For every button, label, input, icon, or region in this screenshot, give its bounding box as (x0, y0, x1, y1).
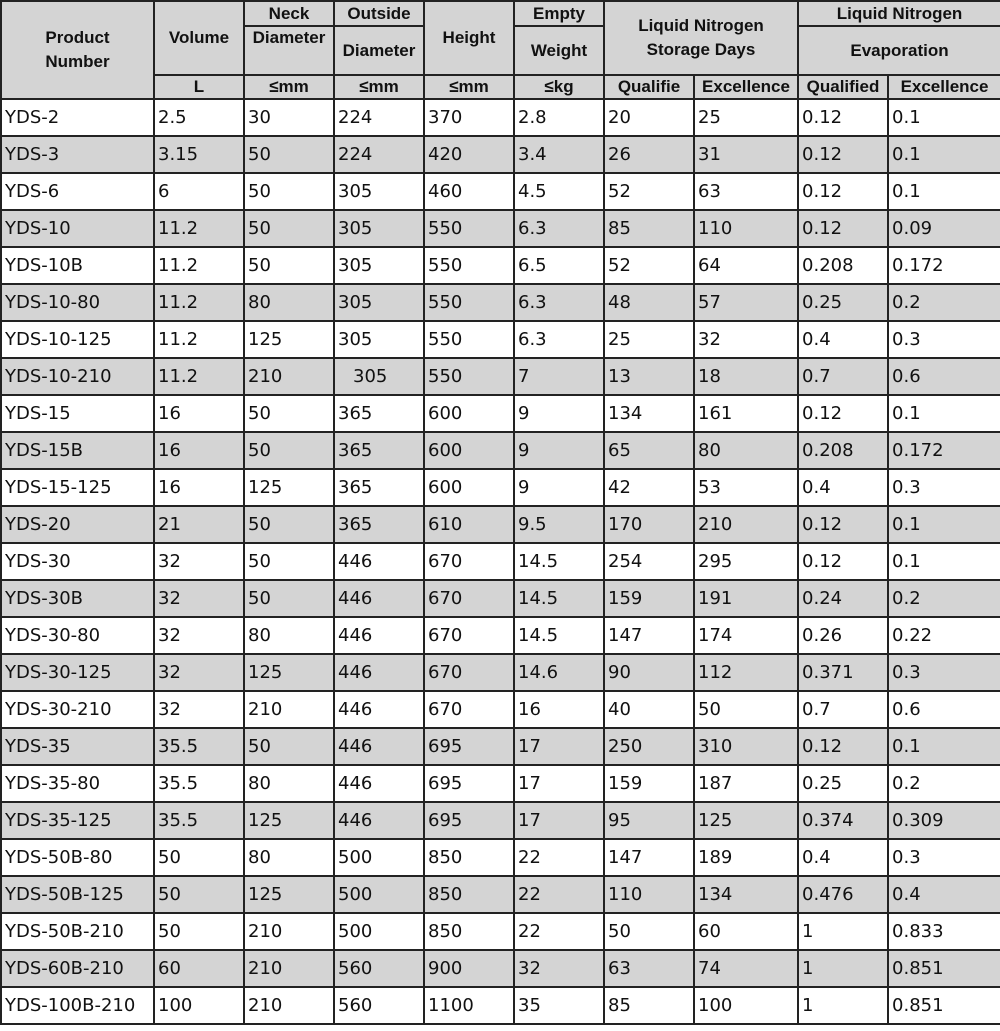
unit-weight: ≤kg (514, 75, 604, 99)
cell-storage-excellence: 74 (694, 950, 798, 987)
cell-neck-diameter: 50 (244, 247, 334, 284)
cell-outside-diameter: 365 (334, 395, 424, 432)
table-row (1, 284, 1000, 321)
cell-height: 610 (424, 506, 514, 543)
cell-evap-excellence: 0.833 (888, 913, 1000, 950)
cell-neck-diameter: 125 (244, 469, 334, 506)
cell-product-number: YDS-35 (1, 728, 154, 765)
table-row (1, 358, 1000, 395)
cell-outside-diameter: 446 (334, 728, 424, 765)
cell-volume: 32 (154, 654, 244, 691)
table-row (1, 506, 1000, 543)
header-evaporation-bottom: Evaporation (798, 26, 1000, 75)
table-row (1, 654, 1000, 691)
cell-storage-qualified: 85 (604, 987, 694, 1024)
cell-evap-excellence: 0.172 (888, 247, 1000, 284)
cell-outside-diameter: 446 (334, 691, 424, 728)
header-empty-top: Empty (514, 1, 604, 26)
cell-evap-excellence: 0.1 (888, 506, 1000, 543)
cell-evap-excellence: 0.3 (888, 654, 1000, 691)
cell-evap-qualified: 0.208 (798, 432, 888, 469)
table-row (1, 321, 1000, 358)
cell-height: 850 (424, 876, 514, 913)
cell-evap-excellence: 0.1 (888, 728, 1000, 765)
cell-storage-qualified: 159 (604, 765, 694, 802)
cell-evap-excellence: 0.1 (888, 395, 1000, 432)
cell-neck-diameter: 80 (244, 765, 334, 802)
unit-evap-excellence: Excellence (888, 75, 1000, 99)
cell-outside-diameter: 500 (334, 839, 424, 876)
cell-outside-diameter: 224 (334, 136, 424, 173)
cell-empty-weight: 2.8 (514, 99, 604, 136)
cell-evap-excellence: 0.3 (888, 839, 1000, 876)
cell-product-number: YDS-35-80 (1, 765, 154, 802)
table-row (1, 728, 1000, 765)
cell-storage-excellence: 60 (694, 913, 798, 950)
header-outside-bottom: Diameter (334, 26, 424, 75)
cell-storage-qualified: 13 (604, 358, 694, 395)
cell-volume: 35.5 (154, 802, 244, 839)
cell-product-number: YDS-30 (1, 543, 154, 580)
cell-neck-diameter: 50 (244, 543, 334, 580)
cell-volume: 32 (154, 580, 244, 617)
cell-volume: 60 (154, 950, 244, 987)
cell-neck-diameter: 125 (244, 802, 334, 839)
cell-evap-qualified: 0.476 (798, 876, 888, 913)
cell-volume: 32 (154, 691, 244, 728)
table-row (1, 543, 1000, 580)
cell-storage-qualified: 85 (604, 210, 694, 247)
cell-product-number: YDS-15-125 (1, 469, 154, 506)
cell-storage-excellence: 295 (694, 543, 798, 580)
cell-volume: 16 (154, 432, 244, 469)
cell-outside-diameter: 305 (334, 358, 424, 395)
cell-neck-diameter: 50 (244, 210, 334, 247)
table-row (1, 950, 1000, 987)
cell-neck-diameter: 125 (244, 654, 334, 691)
cell-height: 695 (424, 765, 514, 802)
cell-storage-qualified: 48 (604, 284, 694, 321)
table-row (1, 876, 1000, 913)
cell-neck-diameter: 210 (244, 950, 334, 987)
cell-product-number: YDS-10-80 (1, 284, 154, 321)
cell-evap-qualified: 0.12 (798, 210, 888, 247)
cell-neck-diameter: 50 (244, 395, 334, 432)
cell-storage-excellence: 64 (694, 247, 798, 284)
cell-product-number: YDS-50B-210 (1, 913, 154, 950)
cell-volume: 32 (154, 617, 244, 654)
cell-storage-excellence: 50 (694, 691, 798, 728)
cell-outside-diameter: 446 (334, 802, 424, 839)
cell-empty-weight: 22 (514, 876, 604, 913)
cell-product-number: YDS-10-210 (1, 358, 154, 395)
cell-outside-diameter: 305 (334, 321, 424, 358)
cell-height: 370 (424, 99, 514, 136)
cell-evap-excellence: 0.1 (888, 136, 1000, 173)
cell-height: 1100 (424, 987, 514, 1024)
cell-outside-diameter: 446 (334, 580, 424, 617)
cell-empty-weight: 6.3 (514, 321, 604, 358)
cell-height: 600 (424, 395, 514, 432)
cell-outside-diameter: 305 (334, 173, 424, 210)
cell-evap-qualified: 0.12 (798, 506, 888, 543)
cell-evap-excellence: 0.1 (888, 543, 1000, 580)
cell-height: 670 (424, 654, 514, 691)
cell-empty-weight: 14.5 (514, 617, 604, 654)
cell-product-number: YDS-50B-125 (1, 876, 154, 913)
header-storage-days: Liquid Nitrogen Storage Days (604, 1, 798, 75)
cell-height: 460 (424, 173, 514, 210)
cell-storage-excellence: 110 (694, 210, 798, 247)
cell-evap-qualified: 0.24 (798, 580, 888, 617)
header-outside-top: Outside (334, 1, 424, 26)
cell-volume: 2.5 (154, 99, 244, 136)
cell-evap-excellence: 0.3 (888, 469, 1000, 506)
unit-volume: L (154, 75, 244, 99)
cell-volume: 35.5 (154, 728, 244, 765)
cell-evap-excellence: 0.172 (888, 432, 1000, 469)
table-row (1, 987, 1000, 1024)
cell-volume: 50 (154, 913, 244, 950)
cell-volume: 21 (154, 506, 244, 543)
cell-empty-weight: 9 (514, 395, 604, 432)
cell-product-number: YDS-10 (1, 210, 154, 247)
cell-height: 550 (424, 284, 514, 321)
cell-empty-weight: 17 (514, 728, 604, 765)
cell-storage-qualified: 63 (604, 950, 694, 987)
cell-product-number: YDS-6 (1, 173, 154, 210)
cell-storage-qualified: 26 (604, 136, 694, 173)
cell-product-number: YDS-30-80 (1, 617, 154, 654)
cell-neck-diameter: 80 (244, 284, 334, 321)
cell-storage-qualified: 147 (604, 617, 694, 654)
cell-evap-excellence: 0.2 (888, 284, 1000, 321)
cell-volume: 6 (154, 173, 244, 210)
cell-evap-qualified: 0.12 (798, 99, 888, 136)
cell-empty-weight: 17 (514, 765, 604, 802)
cell-product-number: YDS-3 (1, 136, 154, 173)
cell-product-number: YDS-15 (1, 395, 154, 432)
cell-product-number: YDS-10-125 (1, 321, 154, 358)
table-row (1, 469, 1000, 506)
cell-height: 695 (424, 802, 514, 839)
cell-evap-qualified: 0.4 (798, 321, 888, 358)
cell-evap-qualified: 0.208 (798, 247, 888, 284)
cell-volume: 11.2 (154, 358, 244, 395)
cell-height: 550 (424, 358, 514, 395)
cell-empty-weight: 17 (514, 802, 604, 839)
unit-storage-qualified: Qualifie (604, 75, 694, 99)
cell-evap-excellence: 0.309 (888, 802, 1000, 839)
table-row (1, 580, 1000, 617)
cell-product-number: YDS-100B-210 (1, 987, 154, 1024)
cell-height: 600 (424, 469, 514, 506)
cell-product-number: YDS-15B (1, 432, 154, 469)
cell-empty-weight: 3.4 (514, 136, 604, 173)
cell-evap-excellence: 0.851 (888, 950, 1000, 987)
cell-neck-diameter: 80 (244, 617, 334, 654)
cell-outside-diameter: 365 (334, 506, 424, 543)
cell-storage-excellence: 125 (694, 802, 798, 839)
cell-volume: 11.2 (154, 210, 244, 247)
cell-volume: 100 (154, 987, 244, 1024)
table-row (1, 765, 1000, 802)
cell-height: 850 (424, 913, 514, 950)
cell-storage-qualified: 42 (604, 469, 694, 506)
cell-storage-excellence: 310 (694, 728, 798, 765)
cell-neck-diameter: 50 (244, 173, 334, 210)
cell-volume: 11.2 (154, 247, 244, 284)
cell-neck-diameter: 210 (244, 358, 334, 395)
cell-evap-excellence: 0.1 (888, 99, 1000, 136)
unit-evap-qualified: Qualified (798, 75, 888, 99)
cell-volume: 11.2 (154, 284, 244, 321)
cell-volume: 32 (154, 543, 244, 580)
cell-storage-qualified: 40 (604, 691, 694, 728)
cell-storage-excellence: 187 (694, 765, 798, 802)
cell-neck-diameter: 210 (244, 691, 334, 728)
cell-outside-diameter: 305 (334, 284, 424, 321)
cell-evap-excellence: 0.6 (888, 691, 1000, 728)
cell-empty-weight: 32 (514, 950, 604, 987)
header-neck-top: Neck (244, 1, 334, 26)
header-volume: Volume (154, 1, 244, 75)
cell-neck-diameter: 50 (244, 728, 334, 765)
cell-outside-diameter: 446 (334, 765, 424, 802)
cell-product-number: YDS-30B (1, 580, 154, 617)
cell-neck-diameter: 50 (244, 136, 334, 173)
table-row (1, 913, 1000, 950)
cell-height: 850 (424, 839, 514, 876)
cell-evap-qualified: 1 (798, 987, 888, 1024)
cell-storage-qualified: 159 (604, 580, 694, 617)
cell-evap-qualified: 0.12 (798, 395, 888, 432)
cell-neck-diameter: 80 (244, 839, 334, 876)
cell-evap-excellence: 0.2 (888, 765, 1000, 802)
cell-height: 900 (424, 950, 514, 987)
cell-empty-weight: 22 (514, 913, 604, 950)
cell-storage-excellence: 112 (694, 654, 798, 691)
cell-storage-excellence: 191 (694, 580, 798, 617)
cell-evap-qualified: 0.26 (798, 617, 888, 654)
table-body (1, 99, 1000, 1024)
cell-height: 670 (424, 580, 514, 617)
cell-height: 670 (424, 617, 514, 654)
unit-height: ≤mm (424, 75, 514, 99)
cell-product-number: YDS-35-125 (1, 802, 154, 839)
cell-height: 550 (424, 247, 514, 284)
cell-storage-excellence: 18 (694, 358, 798, 395)
cell-height: 670 (424, 543, 514, 580)
cell-neck-diameter: 125 (244, 321, 334, 358)
cell-evap-excellence: 0.2 (888, 580, 1000, 617)
cell-evap-qualified: 1 (798, 913, 888, 950)
cell-height: 550 (424, 321, 514, 358)
cell-storage-qualified: 254 (604, 543, 694, 580)
cell-evap-excellence: 0.09 (888, 210, 1000, 247)
cell-evap-qualified: 0.7 (798, 691, 888, 728)
cell-storage-excellence: 57 (694, 284, 798, 321)
cell-empty-weight: 9.5 (514, 506, 604, 543)
cell-product-number: YDS-20 (1, 506, 154, 543)
cell-evap-excellence: 0.851 (888, 987, 1000, 1024)
cell-evap-excellence: 0.4 (888, 876, 1000, 913)
cell-empty-weight: 16 (514, 691, 604, 728)
cell-storage-qualified: 110 (604, 876, 694, 913)
table-header (1, 1, 1000, 99)
cell-outside-diameter: 365 (334, 469, 424, 506)
table-row (1, 99, 1000, 136)
cell-storage-excellence: 161 (694, 395, 798, 432)
cell-evap-qualified: 0.12 (798, 173, 888, 210)
cell-evap-qualified: 0.25 (798, 765, 888, 802)
cell-empty-weight: 7 (514, 358, 604, 395)
unit-neck: ≤mm (244, 75, 334, 99)
cell-storage-excellence: 25 (694, 99, 798, 136)
table-row (1, 802, 1000, 839)
table-row (1, 210, 1000, 247)
cell-storage-qualified: 170 (604, 506, 694, 543)
cell-outside-diameter: 560 (334, 987, 424, 1024)
cell-evap-excellence: 0.1 (888, 173, 1000, 210)
header-height: Height (424, 1, 514, 75)
cell-product-number: YDS-2 (1, 99, 154, 136)
cell-product-number: YDS-30-125 (1, 654, 154, 691)
cell-outside-diameter: 365 (334, 432, 424, 469)
cell-evap-qualified: 1 (798, 950, 888, 987)
table-row (1, 247, 1000, 284)
cell-storage-excellence: 53 (694, 469, 798, 506)
cell-storage-qualified: 147 (604, 839, 694, 876)
header-evaporation-top: Liquid Nitrogen (798, 1, 1000, 26)
cell-outside-diameter: 305 (334, 210, 424, 247)
cell-storage-qualified: 52 (604, 173, 694, 210)
header-empty-bottom: Weight (514, 26, 604, 75)
cell-height: 670 (424, 691, 514, 728)
cell-storage-excellence: 63 (694, 173, 798, 210)
cell-storage-excellence: 100 (694, 987, 798, 1024)
cell-storage-qualified: 65 (604, 432, 694, 469)
unit-storage-excellence: Excellence (694, 75, 798, 99)
cell-storage-qualified: 250 (604, 728, 694, 765)
table-row (1, 839, 1000, 876)
cell-evap-qualified: 0.12 (798, 728, 888, 765)
cell-outside-diameter: 224 (334, 99, 424, 136)
header-product-number: Product Number (1, 1, 154, 99)
cell-evap-excellence: 0.3 (888, 321, 1000, 358)
cell-evap-qualified: 0.374 (798, 802, 888, 839)
cell-storage-excellence: 32 (694, 321, 798, 358)
table-row (1, 617, 1000, 654)
table-row (1, 432, 1000, 469)
cell-height: 695 (424, 728, 514, 765)
cell-neck-diameter: 50 (244, 432, 334, 469)
cell-evap-excellence: 0.6 (888, 358, 1000, 395)
cell-storage-excellence: 189 (694, 839, 798, 876)
table-row (1, 395, 1000, 432)
cell-storage-qualified: 20 (604, 99, 694, 136)
cell-volume: 3.15 (154, 136, 244, 173)
cell-outside-diameter: 560 (334, 950, 424, 987)
cell-volume: 35.5 (154, 765, 244, 802)
cell-empty-weight: 14.6 (514, 654, 604, 691)
cell-product-number: YDS-10B (1, 247, 154, 284)
cell-empty-weight: 14.5 (514, 580, 604, 617)
table-row (1, 691, 1000, 728)
cell-storage-qualified: 25 (604, 321, 694, 358)
cell-evap-qualified: 0.25 (798, 284, 888, 321)
cell-storage-excellence: 80 (694, 432, 798, 469)
cell-outside-diameter: 446 (334, 617, 424, 654)
cell-product-number: YDS-30-210 (1, 691, 154, 728)
cell-outside-diameter: 305 (334, 247, 424, 284)
cell-neck-diameter: 210 (244, 913, 334, 950)
cell-empty-weight: 9 (514, 432, 604, 469)
cell-volume: 16 (154, 395, 244, 432)
header-neck-bottom: Diameter (244, 26, 334, 75)
cell-neck-diameter: 30 (244, 99, 334, 136)
cell-evap-qualified: 0.4 (798, 469, 888, 506)
cell-storage-qualified: 90 (604, 654, 694, 691)
cell-storage-qualified: 50 (604, 913, 694, 950)
cell-neck-diameter: 50 (244, 580, 334, 617)
cell-evap-qualified: 0.4 (798, 839, 888, 876)
cell-neck-diameter: 210 (244, 987, 334, 1024)
cell-evap-qualified: 0.12 (798, 543, 888, 580)
cell-neck-diameter: 50 (244, 506, 334, 543)
cell-volume: 11.2 (154, 321, 244, 358)
cell-empty-weight: 6.3 (514, 284, 604, 321)
table-row (1, 173, 1000, 210)
cell-evap-qualified: 0.7 (798, 358, 888, 395)
cell-storage-qualified: 95 (604, 802, 694, 839)
cell-storage-qualified: 134 (604, 395, 694, 432)
cell-volume: 50 (154, 839, 244, 876)
cell-product-number: YDS-60B-210 (1, 950, 154, 987)
cell-volume: 50 (154, 876, 244, 913)
cell-height: 550 (424, 210, 514, 247)
cell-empty-weight: 4.5 (514, 173, 604, 210)
cell-neck-diameter: 125 (244, 876, 334, 913)
cell-height: 420 (424, 136, 514, 173)
cell-storage-excellence: 31 (694, 136, 798, 173)
cell-outside-diameter: 446 (334, 543, 424, 580)
cell-storage-qualified: 52 (604, 247, 694, 284)
cell-empty-weight: 6.5 (514, 247, 604, 284)
cell-empty-weight: 6.3 (514, 210, 604, 247)
cell-evap-qualified: 0.12 (798, 136, 888, 173)
cell-storage-excellence: 210 (694, 506, 798, 543)
cell-empty-weight: 22 (514, 839, 604, 876)
cell-outside-diameter: 500 (334, 913, 424, 950)
cell-empty-weight: 14.5 (514, 543, 604, 580)
unit-outside: ≤mm (334, 75, 424, 99)
cell-outside-diameter: 500 (334, 876, 424, 913)
cell-empty-weight: 9 (514, 469, 604, 506)
cell-height: 600 (424, 432, 514, 469)
cell-volume: 16 (154, 469, 244, 506)
cell-evap-qualified: 0.371 (798, 654, 888, 691)
cell-empty-weight: 35 (514, 987, 604, 1024)
cell-storage-excellence: 134 (694, 876, 798, 913)
cell-storage-excellence: 174 (694, 617, 798, 654)
cell-product-number: YDS-50B-80 (1, 839, 154, 876)
cell-outside-diameter: 446 (334, 654, 424, 691)
cell-evap-excellence: 0.22 (888, 617, 1000, 654)
table-row (1, 136, 1000, 173)
